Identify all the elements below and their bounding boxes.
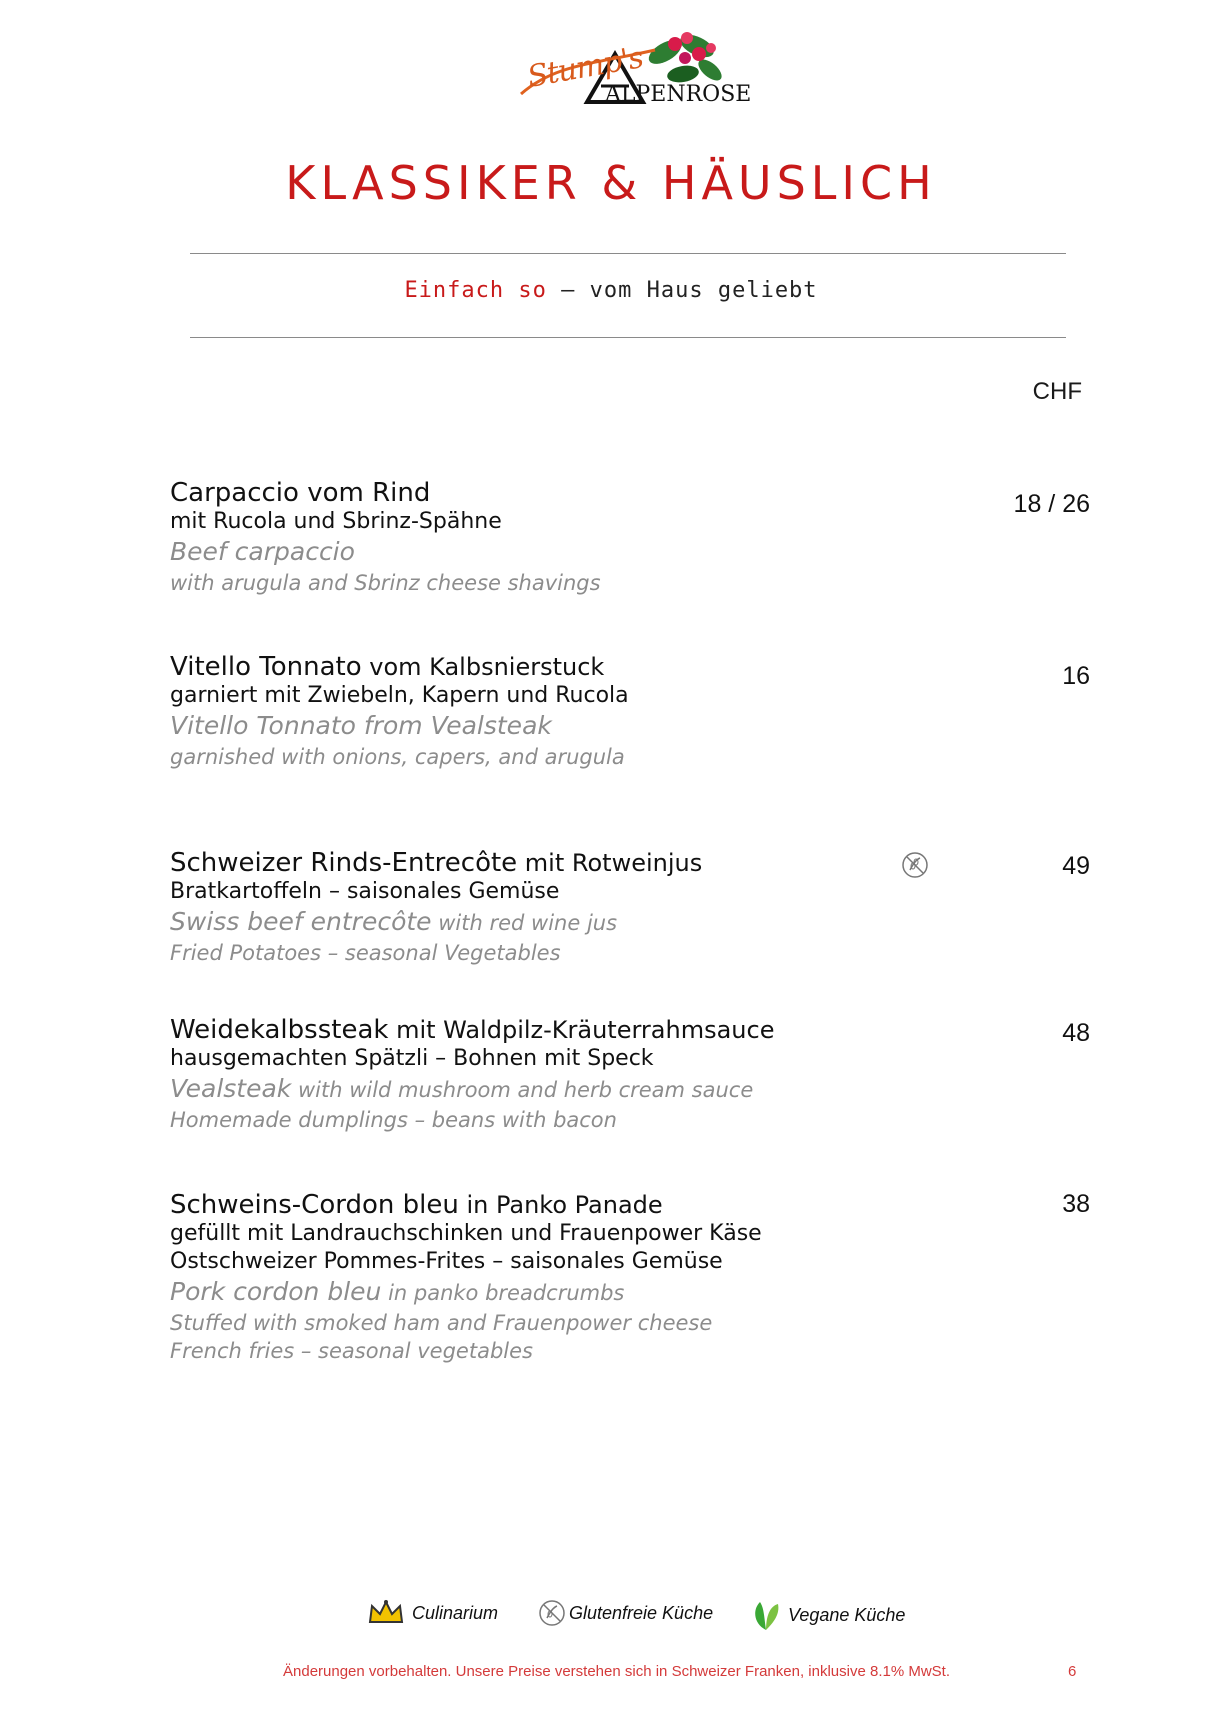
- legend-label: Vegane Küche: [788, 1604, 906, 1625]
- legend-culinarium: [366, 1598, 498, 1628]
- legend-label: Culinarium: [412, 1602, 499, 1623]
- menu-item: [170, 652, 1090, 771]
- item-name-en-suffix: with wild mushroom and herb cream sauce: [291, 1078, 754, 1102]
- item-description-en: with arugula and Sbrinz cheese shavings: [170, 571, 601, 595]
- item-name: Schweins-Cordon bleu: [170, 1190, 459, 1220]
- item-price: 49: [1062, 852, 1090, 880]
- item-name-en: Swiss beef entrecôte: [170, 907, 432, 936]
- item-name-en: Beef carpaccio: [170, 537, 355, 566]
- menu-item: [170, 848, 1090, 967]
- item-price: 38: [1062, 1190, 1090, 1218]
- item-description-en: Fried Potatoes – seasonal Vegetables: [170, 941, 561, 965]
- item-description-de: garniert mit Zwiebeln, Kapern und Rucola: [170, 683, 629, 708]
- logo: [515, 24, 752, 116]
- item-name-suffix: vom Kalbsnierstuck: [361, 653, 605, 681]
- leaf-icon: [750, 1598, 782, 1632]
- subtitle: [0, 278, 1222, 303]
- legend: [0, 1598, 1222, 1638]
- gluten-free-icon: [900, 850, 930, 880]
- item-description-de: gefüllt mit Landrauchschinken und Frauenpower Käse: [170, 1221, 762, 1246]
- item-price: 48: [1062, 1019, 1090, 1047]
- item-description-de: Bratkartoffeln – saisonales Gemüse: [170, 879, 560, 904]
- page-number: 6: [1068, 1663, 1077, 1680]
- item-price: 16: [1062, 662, 1090, 690]
- item-description-en: Stuffed with smoked ham and Frauenpower cheese: [170, 1311, 713, 1335]
- item-name-en-suffix: in panko breadcrumbs: [381, 1281, 625, 1305]
- item-name-en: Vitello Tonnato from Vealsteak: [170, 711, 552, 740]
- subtitle-rest: – vom Haus geliebt: [546, 278, 818, 303]
- item-name: Weidekalbssteak: [170, 1015, 389, 1045]
- item-name-suffix: mit Waldpilz-Kräuterrahmsauce: [388, 1016, 775, 1044]
- item-description-de: Ostschweizer Pommes-Frites – saisonales Gemüse: [170, 1249, 723, 1274]
- menu-item: [170, 1190, 1090, 1365]
- item-name-en: Vealsteak: [170, 1074, 292, 1103]
- logo-wordmark: ALPENROSE: [605, 82, 752, 107]
- item-name-en-suffix: with red wine jus: [431, 911, 618, 935]
- item-name-suffix: in Panko Panade: [458, 1191, 663, 1219]
- item-name: Carpaccio vom Rind: [170, 478, 431, 508]
- divider-top: [190, 253, 1066, 254]
- subtitle-highlight: Einfach so: [404, 278, 547, 303]
- crown-icon: [366, 1598, 406, 1628]
- currency-label: CHF: [1032, 378, 1082, 405]
- item-name: Vitello Tonnato: [170, 652, 362, 682]
- logo-script-text: Stump's: [524, 40, 646, 95]
- item-name-en: Pork cordon bleu: [170, 1277, 382, 1306]
- item-description-en: garnished with onions, capers, and arugula: [170, 745, 625, 769]
- legend-vegan: [750, 1598, 905, 1632]
- divider-bottom: [190, 337, 1066, 338]
- item-description-en: Homemade dumplings – beans with bacon: [170, 1108, 617, 1132]
- footer-note: Änderungen vorbehalten. Unsere Preise verstehen sich in Schweizer Franken, inklusive 8.1% MwSt.: [283, 1663, 951, 1680]
- item-name: Schweizer Rinds-Entrecôte: [170, 848, 518, 878]
- page-title: KLASSIKER & HÄUSLICH: [285, 156, 937, 210]
- item-description-de: hausgemachten Spätzli – Bohnen mit Speck: [170, 1046, 654, 1071]
- menu-item: [170, 1015, 1090, 1134]
- gluten-free-icon: [537, 1598, 567, 1628]
- item-price: 18 / 26: [1013, 490, 1090, 518]
- legend-label: Glutenfreie Küche: [569, 1602, 714, 1623]
- item-name-suffix: mit Rotweinjus: [517, 849, 703, 877]
- item-description-en: French fries – seasonal vegetables: [170, 1339, 533, 1363]
- item-description-de: mit Rucola und Sbrinz-Spähne: [170, 509, 502, 534]
- legend-gluten-free: [537, 1598, 713, 1628]
- menu-item: [170, 478, 1090, 597]
